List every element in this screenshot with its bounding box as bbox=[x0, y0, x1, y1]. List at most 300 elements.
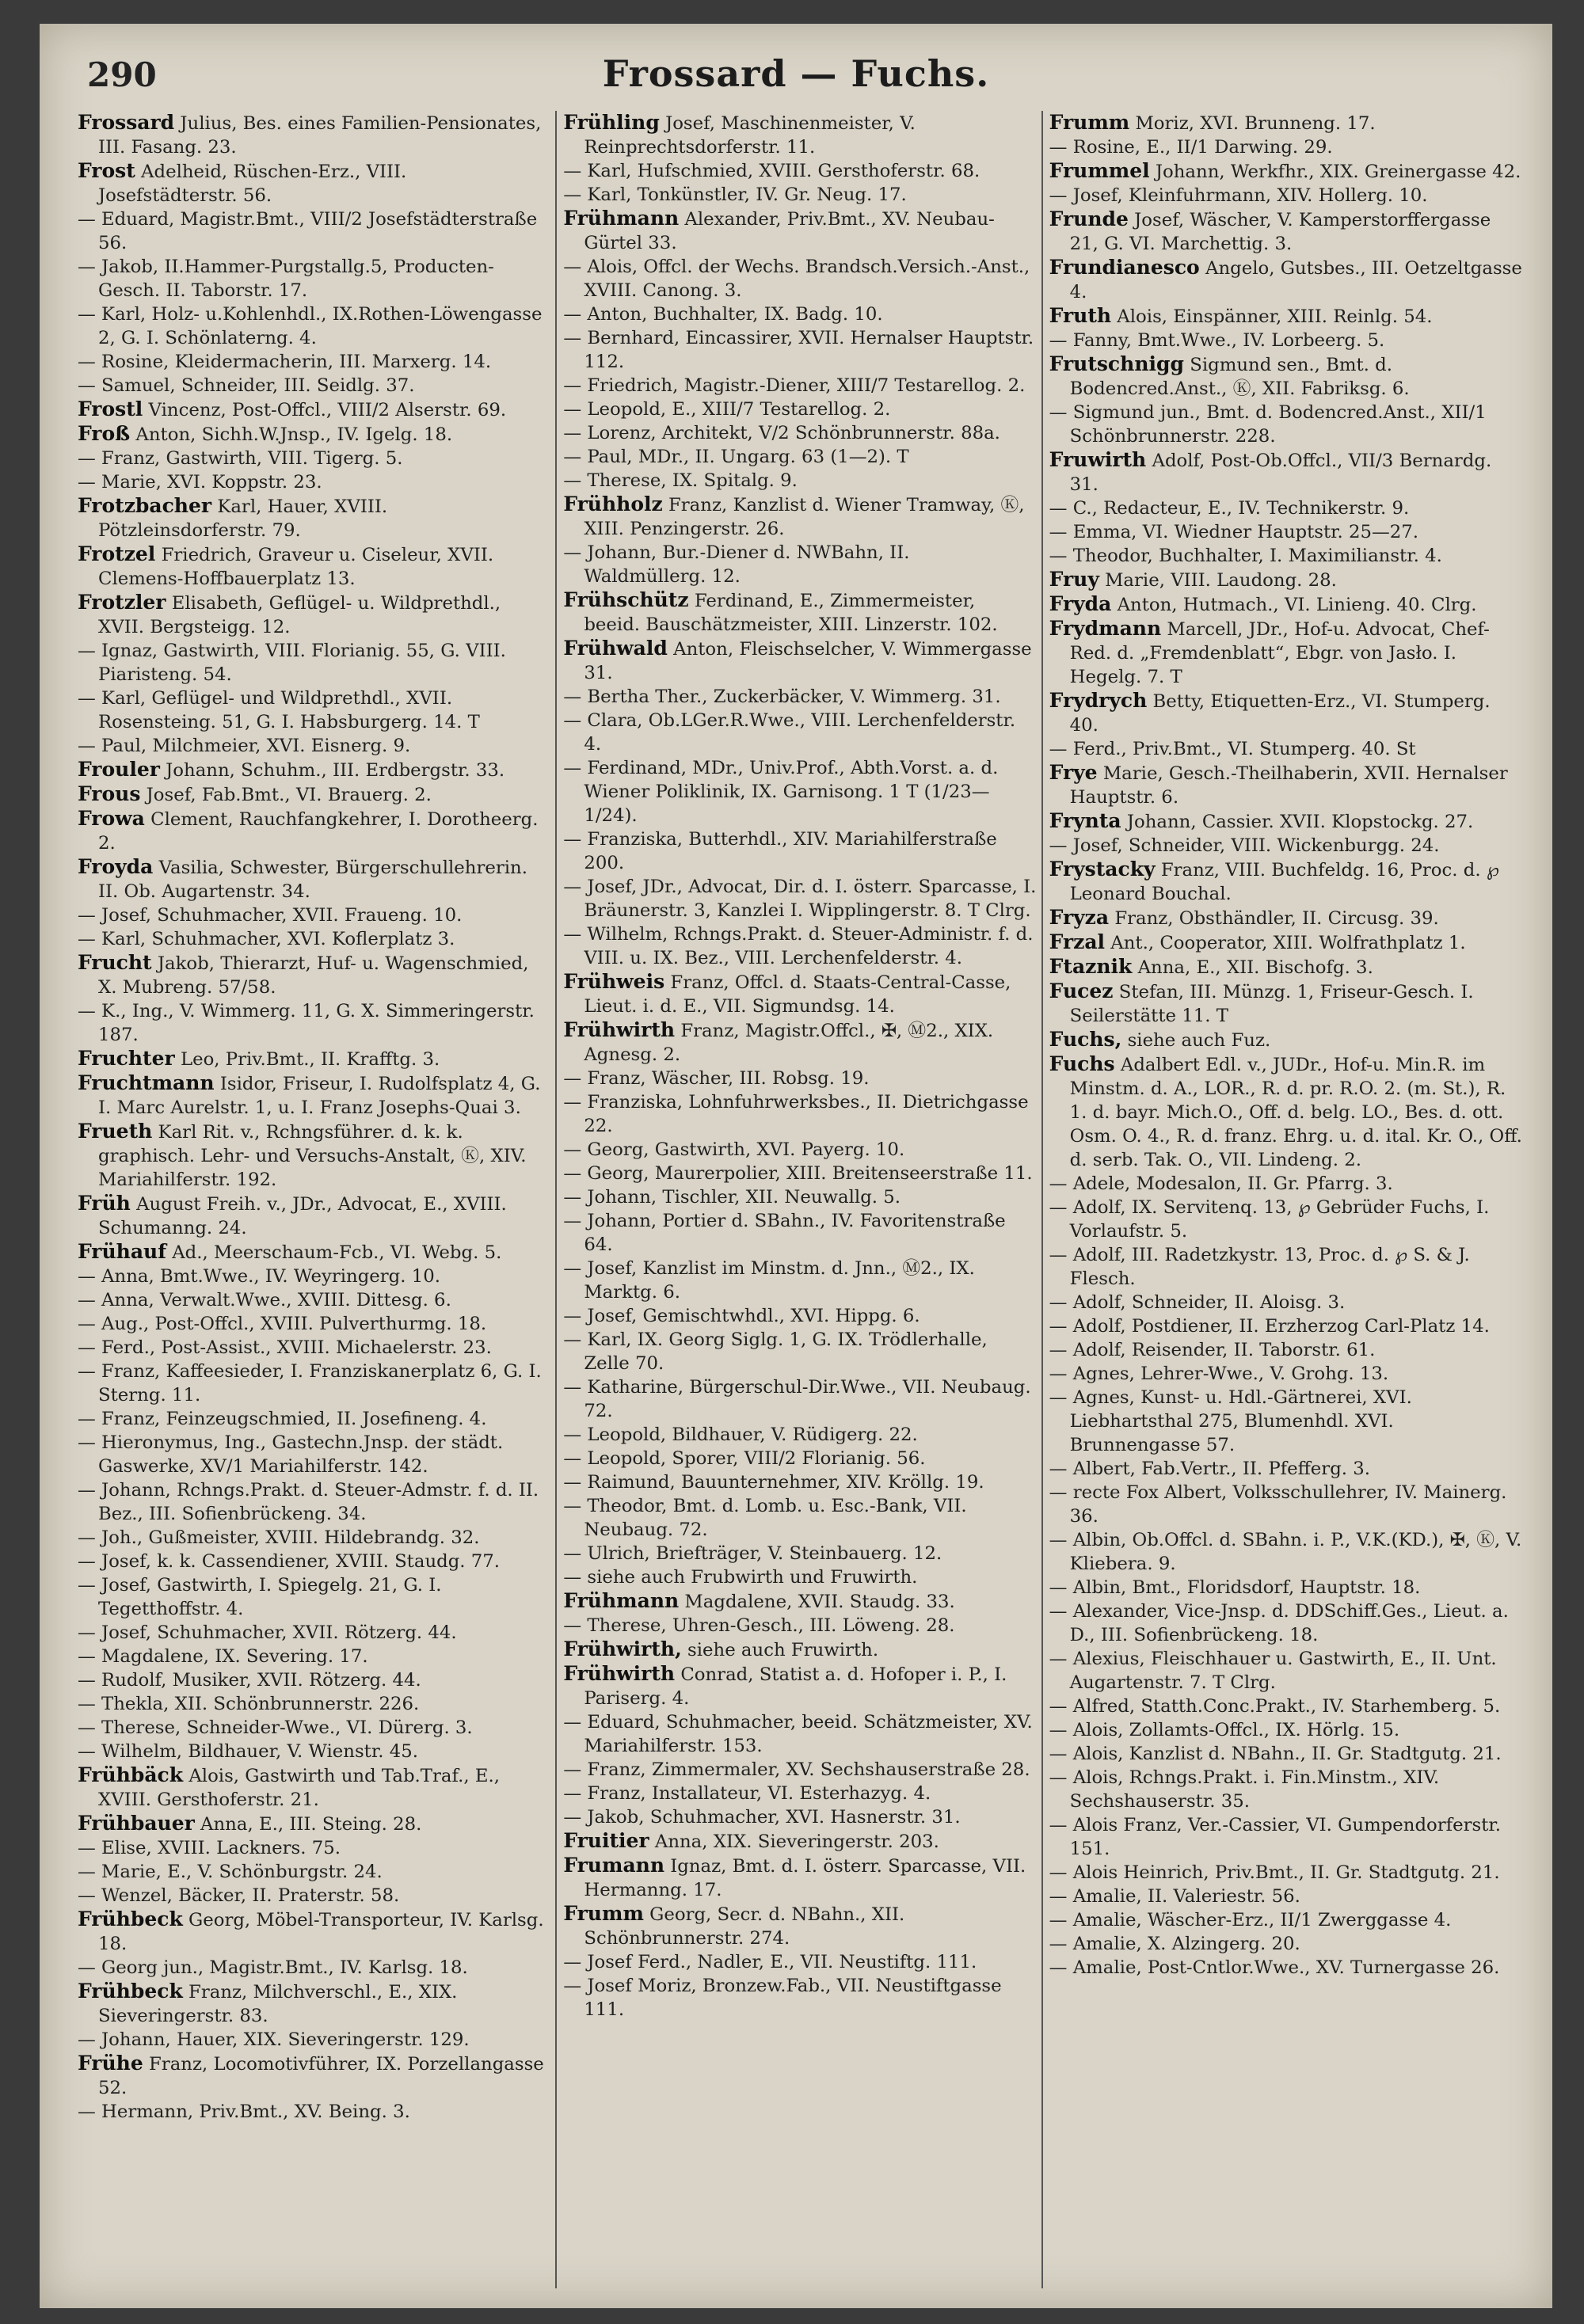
entry-details: — Rosine, E., II/1 Darwing. 29. bbox=[1049, 137, 1333, 158]
entry-details: Sigmund sen., Bmt. d. Bodencred.Anst., Ⓚ, XII. Fabriksg. 6. bbox=[1069, 355, 1410, 399]
entry-details: Vincenz, Post-Offcl., VIII/2 Alserstr. 69. bbox=[148, 400, 507, 420]
directory-entry bbox=[563, 756, 1036, 827]
entry-details: Conrad, Statist a. d. Hofoper i. P., I. Pariserg. 4. bbox=[584, 1664, 1007, 1709]
directory-entry bbox=[78, 591, 550, 639]
entry-details: — Emma, VI. Wiedner Hauptstr. 25—27. bbox=[1049, 522, 1419, 542]
entry-surname: Frumann bbox=[563, 1854, 664, 1877]
entry-surname: Frotzbacher bbox=[78, 494, 212, 517]
entry-details: — Franz, Feinzeugschmied, II. Josefineng. 4. bbox=[78, 1409, 487, 1429]
directory-entry bbox=[78, 470, 550, 494]
directory-entry bbox=[78, 1716, 550, 1740]
directory-entry bbox=[78, 1740, 550, 1763]
entry-surname: Frunde bbox=[1049, 207, 1129, 230]
entry-details: Jakob, Thierarzt, Huf- u. Wagenschmied, X. Mubreng. 57/58. bbox=[98, 953, 529, 998]
entry-details: — Rudolf, Musiker, XVII. Rötzerg. 44. bbox=[78, 1670, 421, 1691]
entry-details: — Adolf, Postdiener, II. Erzherzog Carl-Platz 14. bbox=[1049, 1316, 1490, 1337]
directory-entry bbox=[563, 588, 1036, 637]
entry-surname: Fruchter bbox=[78, 1047, 175, 1070]
directory-entry bbox=[1049, 304, 1522, 329]
directory-entry bbox=[78, 397, 550, 422]
directory-entry bbox=[563, 397, 1036, 421]
directory-entry bbox=[1049, 544, 1522, 568]
directory-entry bbox=[78, 1071, 550, 1120]
directory-entry bbox=[78, 1836, 550, 1860]
entry-details: Friedrich, Graveur u. Ciseleur, XVII. Clemens-Hoffbauerplatz 13. bbox=[98, 545, 494, 589]
directory-entry bbox=[563, 1328, 1036, 1375]
directory-entry bbox=[78, 1692, 550, 1716]
directory-entry bbox=[1049, 1338, 1522, 1362]
entry-details: Anna, E., III. Steing. 28. bbox=[200, 1814, 422, 1835]
directory-entry bbox=[1049, 834, 1522, 858]
entry-details: — Elise, XVIII. Lackners. 75. bbox=[78, 1838, 341, 1858]
entry-surname: Frynta bbox=[1049, 809, 1121, 832]
entry-surname: Frye bbox=[1049, 761, 1098, 784]
entry-details: — Karl, Hufschmied, XVIII. Gersthoferstr. 68. bbox=[563, 161, 980, 181]
directory-entry bbox=[563, 183, 1036, 207]
entry-details: Anton, Fleischselcher, V. Wimmergasse 31. bbox=[584, 639, 1032, 683]
directory-entry bbox=[1049, 1599, 1522, 1647]
directory-entry bbox=[563, 1375, 1036, 1423]
entry-details: Stefan, III. Münzg. 1, Friseur-Gesch. I. Seilerstätte 11. T bbox=[1069, 982, 1474, 1026]
entry-details: Marie, Gesch.-Theilhaberin, XVII. Hernalser Hauptstr. 6. bbox=[1069, 763, 1508, 808]
entry-details: Anton, Sichh.W.Jnsp., IV. Igelg. 18. bbox=[135, 424, 453, 445]
entry-details: — Alfred, Statth.Conc.Prakt., IV. Starhemberg. 5. bbox=[1049, 1696, 1501, 1717]
directory-entry bbox=[78, 350, 550, 374]
entry-details: — Bernhard, Eincassirer, XVII. Hernalser Hauptstr. 112. bbox=[563, 328, 1034, 372]
entry-details: — Raimund, Bauunternehmer, XIV. Kröllg. 19. bbox=[563, 1472, 984, 1493]
entry-details: Johann, Werkfhr., XIX. Greinergasse 42. bbox=[1155, 162, 1521, 182]
entry-details: Franz, VIII. Buchfeldg. 16, Proc. d. ℘ Leonard Bouchal. bbox=[1069, 860, 1499, 904]
directory-entry bbox=[78, 782, 550, 807]
entry-surname: Frühbäck bbox=[78, 1763, 184, 1786]
entry-details: — Magdalene, IX. Severing. 17. bbox=[78, 1646, 368, 1667]
directory-entry bbox=[563, 1185, 1036, 1209]
entry-details: — Clara, Ob.LGer.R.Wwe., VIII. Lerchenfelderstr. 4. bbox=[563, 710, 1016, 755]
entry-details: — C., Redacteur, E., IV. Technikerstr. 9. bbox=[1049, 498, 1410, 519]
entry-details: Anna, E., XII. Bischofg. 3. bbox=[1137, 957, 1373, 978]
entry-surname: Frühwirth bbox=[563, 1662, 676, 1685]
entry-details: August Freih. v., JDr., Advocat, E., XVIII. Schumanng. 24. bbox=[98, 1194, 507, 1238]
directory-entry bbox=[78, 447, 550, 470]
entry-details: — Eduard, Magistr.Bmt., VIII/2 Josefstädterstraße 56. bbox=[78, 209, 538, 253]
entry-details: — Alois Franz, Ver.-Cassier, VI. Gumpendorferstr. 151. bbox=[1049, 1815, 1501, 1859]
directory-entry bbox=[78, 734, 550, 758]
entry-details: Josef, Wäscher, V. Kamperstorffergasse 21, G. VI. Marchettig. 3. bbox=[1069, 210, 1491, 254]
entry-details: — Aug., Post-Offcl., XVIII. Pulverthurmg. 18. bbox=[78, 1314, 487, 1334]
entry-details: — Karl, Tonkünstler, IV. Gr. Neug. 17. bbox=[563, 184, 907, 205]
directory-entry bbox=[78, 2028, 550, 2052]
entry-details: — Katharine, Bürgerschul-Dir.Wwe., VII. Neubaug. 72. bbox=[563, 1377, 1031, 1421]
entry-details: — Hermann, Priv.Bmt., XV. Being. 3. bbox=[78, 2101, 410, 2122]
entry-surname: Frzal bbox=[1049, 930, 1106, 953]
entry-details: — Josef, Kleinfuhrmann, XIV. Hollerg. 10. bbox=[1049, 185, 1428, 206]
entry-details: — Paul, Milchmeier, XVI. Eisnerg. 9. bbox=[78, 736, 411, 756]
entry-details: — Bertha Ther., Zuckerbäcker, V. Wimmerg. 31. bbox=[563, 687, 1001, 707]
directory-entry bbox=[563, 374, 1036, 397]
entry-details: — Fanny, Bmt.Wwe., IV. Lorbeerg. 5. bbox=[1049, 330, 1385, 351]
entry-surname: Frühling bbox=[563, 111, 660, 134]
entry-details: — Rosine, Kleidermacherin, III. Marxerg. 14. bbox=[78, 352, 492, 372]
directory-entry bbox=[78, 1860, 550, 1884]
entry-details: Franz, Magistr.Offcl., ✠, Ⓜ2., XIX. Agnesg. 2. bbox=[584, 1021, 994, 1065]
entry-details: — Johann, Portier d. SBahn., IV. Favoritenstraße 64. bbox=[563, 1211, 1006, 1255]
directory-entry bbox=[563, 1829, 1036, 1854]
entry-details: Georg, Secr. d. NBahn., XII. Schönbrunnerstr. 274. bbox=[584, 1904, 905, 1949]
directory-entry bbox=[78, 1431, 550, 1478]
directory-entry bbox=[1049, 809, 1522, 834]
directory-entry bbox=[1049, 1576, 1522, 1599]
entry-details: — Franz, Gastwirth, VIII. Tigerg. 5. bbox=[78, 448, 403, 469]
entry-details: — Josef, k. k. Cassendiener, XVIII. Staudg. 77. bbox=[78, 1551, 501, 1572]
entry-details: Franz, Kanzlist d. Wiener Tramway, Ⓚ, XIII. Penzingerstr. 26. bbox=[584, 495, 1025, 539]
entry-details: — Josef, Gastwirth, I. Spiegelg. 21, G. I. Tegetthoffstr. 4. bbox=[78, 1575, 442, 1619]
entry-surname: Frumm bbox=[563, 1902, 644, 1925]
entry-details: — Sigmund jun., Bmt. d. Bodencred.Anst., XII/1 Schönbrunnerstr. 228. bbox=[1049, 402, 1487, 447]
entry-surname: Frostl bbox=[78, 397, 143, 420]
entry-details: — Amalie, II. Valeriestr. 56. bbox=[1049, 1886, 1300, 1907]
entry-details: Marcell, JDr., Hof-u. Advocat, Chef-Red. d. „Fremdenblatt“, Ebgr. von Jasło. I. Hegelg. 7. T bbox=[1069, 619, 1490, 687]
directory-entry bbox=[1049, 1481, 1522, 1528]
entry-details: — Marie, E., V. Schönburgstr. 24. bbox=[78, 1862, 383, 1882]
directory-entry bbox=[78, 111, 550, 159]
directory-entry bbox=[78, 422, 550, 447]
directory-entry bbox=[1049, 352, 1522, 401]
directory-entry bbox=[1049, 568, 1522, 592]
entry-details: — Eduard, Schuhmacher, beeid. Schätzmeister, XV. Mariahilferstr. 153. bbox=[563, 1712, 1033, 1756]
entry-details: — Thekla, XII. Schönbrunnerstr. 226. bbox=[78, 1694, 420, 1714]
entry-details: Julius, Bes. eines Familien-Pensionates, III. Fasang. 23. bbox=[98, 113, 542, 158]
directory-entry bbox=[78, 1763, 550, 1812]
entry-details: Karl Rit. v., Rchngsführer. d. k. k. graphisch. Lehr- und Versuchs-Anstalt, Ⓚ, XIV. Mariahilferstr. 192. bbox=[98, 1122, 527, 1190]
entry-details: — Adolf, Reisender, II. Taborstr. 61. bbox=[1049, 1340, 1376, 1360]
directory-entry bbox=[563, 111, 1036, 159]
directory-entry bbox=[78, 207, 550, 255]
directory-entry bbox=[1049, 906, 1522, 930]
directory-entry bbox=[1049, 184, 1522, 207]
entry-details: — Amalie, Wäscher-Erz., II/1 Zwerggasse 4. bbox=[1049, 1910, 1452, 1930]
directory-entry bbox=[563, 1090, 1036, 1138]
entry-details: Anna, XIX. Sieveringerstr. 203. bbox=[654, 1831, 939, 1852]
entry-details: — Amalie, X. Alzingerg. 20. bbox=[1049, 1934, 1300, 1954]
directory-entry bbox=[1049, 1813, 1522, 1861]
entry-details: Marie, VIII. Laudong. 28. bbox=[1105, 570, 1337, 591]
directory-entry bbox=[563, 1304, 1036, 1328]
directory-entry bbox=[78, 1956, 550, 1980]
directory-entry bbox=[78, 1407, 550, 1431]
directory-entry bbox=[563, 1209, 1036, 1257]
directory-entry bbox=[1049, 1742, 1522, 1766]
entry-surname: Frühwald bbox=[563, 637, 668, 660]
directory-entry bbox=[1049, 1457, 1522, 1481]
entry-details: Betty, Etiquetten-Erz., VI. Stumperg. 40. bbox=[1069, 691, 1491, 736]
directory-entry bbox=[563, 970, 1036, 1018]
directory-entry bbox=[78, 639, 550, 687]
directory-entry bbox=[563, 637, 1036, 685]
entry-details: — Albert, Fab.Vertr., II. Pfefferg. 3. bbox=[1049, 1459, 1371, 1479]
entry-details: — Therese, Schneider-Wwe., VI. Dürerg. 3. bbox=[78, 1717, 473, 1738]
entry-details: — Josef, Schuhmacher, XVII. Rötzerg. 44. bbox=[78, 1622, 457, 1643]
entry-surname: Frühweis bbox=[563, 970, 665, 993]
directory-entry bbox=[78, 1312, 550, 1336]
entry-details: — siehe auch Frubwirth und Fruwirth. bbox=[563, 1567, 918, 1588]
entry-details: — Josef, Schneider, VIII. Wickenburgg. 24. bbox=[1049, 835, 1440, 856]
entry-details: — Hieronymus, Ing., Gastechn.Jnsp. der städt. Gaswerke, XV/1 Mariahilferstr. 142. bbox=[78, 1432, 504, 1477]
entry-details: — Agnes, Kunst- u. Hdl.-Gärtnerei, XVI. Liebhartsthal 275, Blumenhdl. XVI. Brunnengasse 57. bbox=[1049, 1387, 1412, 1455]
directory-entry bbox=[563, 469, 1036, 493]
entry-details: — Lorenz, Architekt, V/2 Schönbrunnerstr. 88a. bbox=[563, 423, 1000, 443]
entry-surname: Frühbauer bbox=[78, 1812, 195, 1835]
entry-details: — Joh., Gußmeister, XVIII. Hildebrandg. 32. bbox=[78, 1527, 480, 1548]
entry-details: — Wilhelm, Bildhauer, V. Wienstr. 45. bbox=[78, 1741, 418, 1762]
entry-details: Ad., Meerschaum-Fcb., VI. Webg. 5. bbox=[172, 1242, 502, 1263]
directory-entry bbox=[563, 1494, 1036, 1542]
entry-surname: Frühmann bbox=[563, 1589, 680, 1612]
directory-entry bbox=[78, 1980, 550, 2028]
directory-entry bbox=[563, 1257, 1036, 1304]
entry-surname: Fruwirth bbox=[1049, 448, 1147, 471]
entry-details: Isidor, Friseur, I. Rudolfsplatz 4, G. I. Marc Aurelstr. 1, u. I. Franz Josephs-Quai 3. bbox=[98, 1074, 541, 1118]
entry-details: — Leopold, Sporer, VIII/2 Florianig. 56. bbox=[563, 1448, 926, 1469]
directory-entry bbox=[563, 207, 1036, 255]
directory-entry bbox=[563, 1542, 1036, 1565]
entry-surname: Frühe bbox=[78, 2052, 143, 2075]
directory-entry bbox=[563, 159, 1036, 183]
entry-details: — Wilhelm, Rchngs.Prakt. d. Steuer-Administr. f. d. VIII. u. IX. Bez., VIII. Lerchenfelderstr. 4. bbox=[563, 924, 1034, 968]
directory-entry bbox=[563, 1614, 1036, 1637]
entry-details: — Karl, Schuhmacher, XVI. Koflerplatz 3. bbox=[78, 929, 455, 949]
directory-entry bbox=[78, 807, 550, 855]
entry-details: — Therese, IX. Spitalg. 9. bbox=[563, 470, 798, 491]
page-number: 290 bbox=[87, 55, 157, 94]
entry-details: — Amalie, Post-Cntlor.Wwe., XV. Turnergasse 26. bbox=[1049, 1957, 1500, 1978]
directory-entry bbox=[78, 1573, 550, 1621]
directory-entry bbox=[78, 542, 550, 591]
directory-entry bbox=[78, 1240, 550, 1265]
entry-details: — Alexander, Vice-Jnsp. d. DDSchiff.Ges., Lieut. a. D., III. Sofienbrückeng. 18. bbox=[1049, 1601, 1509, 1645]
entry-details: — Franziska, Butterhdl., XIV. Mariahilferstraße 200. bbox=[563, 829, 997, 873]
directory-entry bbox=[78, 1265, 550, 1288]
entry-surname: Frühwirth, bbox=[563, 1637, 682, 1660]
entry-details: Josef, Maschinenmeister, V. Reinprechtsdorferstr. 11. bbox=[584, 113, 916, 158]
entry-details: — Johann, Bur.-Diener d. NWBahn, II. Waldmüllerg. 12. bbox=[563, 542, 910, 587]
directory-entry bbox=[1049, 1766, 1522, 1813]
entry-details: — K., Ing., V. Wimmerg. 11, G. X. Simmeringerstr. 187. bbox=[78, 1001, 535, 1045]
directory-entry bbox=[1049, 1861, 1522, 1885]
directory-entry bbox=[1049, 1718, 1522, 1742]
entry-details: — Adolf, III. Radetzkystr. 13, Proc. d. ℘ S. & J. Flesch. bbox=[1049, 1245, 1470, 1289]
column-right bbox=[1049, 111, 1527, 2288]
directory-entry bbox=[1049, 1908, 1522, 1932]
entry-details: — Johann, Rchngs.Prakt. d. Steuer-Admstr. f. d. II. Bez., III. Sofienbrückeng. 34. bbox=[78, 1480, 539, 1524]
entry-surname: Frundianesco bbox=[1049, 256, 1200, 279]
directory-entry bbox=[563, 1805, 1036, 1829]
entry-details: Angelo, Gutsbes., III. Oetzeltgasse 4. bbox=[1069, 258, 1522, 302]
column-left bbox=[78, 111, 557, 2288]
directory-entry bbox=[1049, 111, 1522, 135]
entry-details: — Franz, Zimmermaler, XV. Sechshauserstraße 28. bbox=[563, 1759, 1030, 1780]
directory-entry bbox=[1049, 858, 1522, 906]
directory-entry bbox=[563, 1423, 1036, 1447]
entry-details: — Anna, Bmt.Wwe., IV. Weyringerg. 10. bbox=[78, 1266, 441, 1287]
directory-entry bbox=[78, 2052, 550, 2100]
entry-details: — Josef Moriz, Bronzew.Fab., VII. Neustiftgasse 111. bbox=[563, 1976, 1002, 2020]
entry-details: — Albin, Ob.Offcl. d. SBahn. i. P., V.K.(KD.), ✠, Ⓚ, V. Kliebera. 9. bbox=[1049, 1530, 1522, 1574]
directory-entry bbox=[1049, 401, 1522, 448]
entry-details: Adelheid, Rüschen-Erz., VIII. Josefstädterstr. 56. bbox=[98, 162, 407, 206]
directory-entry bbox=[78, 903, 550, 927]
entry-details: — Agnes, Lehrer-Wwe., V. Grohg. 13. bbox=[1049, 1364, 1389, 1384]
entry-details: — Alois, Offcl. der Wechs. Brandsch.Versich.-Anst., XVIII. Canong. 3. bbox=[563, 257, 1030, 301]
entry-details: Clement, Rauchfangkehrer, I. Dorotheerg. 2. bbox=[98, 809, 539, 854]
directory-entry bbox=[1049, 1695, 1522, 1718]
directory-entry bbox=[1049, 1956, 1522, 1980]
entry-details: Adolf, Post-Ob.Offcl., VII/3 Bernardg. 31. bbox=[1069, 451, 1492, 495]
directory-entry bbox=[1049, 1291, 1522, 1314]
directory-entry bbox=[1049, 979, 1522, 1028]
entry-details: — Alois Heinrich, Priv.Bmt., II. Gr. Stadtgutg. 21. bbox=[1049, 1862, 1500, 1883]
directory-entry bbox=[78, 1288, 550, 1312]
entry-details: Johann, Cassier. XVII. Klopstockg. 27. bbox=[1126, 812, 1474, 832]
entry-details: Georg, Möbel-Transporteur, IV. Karlsg. 18. bbox=[98, 1910, 544, 1954]
entry-details: Ferdinand, E., Zimmermeister, beeid. Bauschätzmeister, XIII. Linzerstr. 102. bbox=[584, 591, 998, 635]
entry-surname: Frystacky bbox=[1049, 858, 1156, 881]
entry-details: — Adolf, IX. Servitenq. 13, ℘ Gebrüder Fuchs, I. Vorlaufstr. 5. bbox=[1049, 1197, 1490, 1242]
directory-entry bbox=[563, 255, 1036, 302]
entry-surname: Frydmann bbox=[1049, 617, 1162, 640]
directory-entry bbox=[1049, 592, 1522, 617]
entry-details: — Franz, Kaffeesieder, I. Franziskanerplatz 6, G. I. Sterng. 11. bbox=[78, 1361, 542, 1405]
directory-entry bbox=[78, 758, 550, 782]
entry-surname: Fruchtmann bbox=[78, 1071, 215, 1094]
directory-entry bbox=[78, 302, 550, 350]
entry-surname: Fryza bbox=[1049, 906, 1110, 929]
entry-surname: Frühauf bbox=[78, 1240, 166, 1263]
directory-entry bbox=[78, 927, 550, 951]
entry-surname: Froyda bbox=[78, 855, 154, 878]
directory-entry bbox=[563, 1470, 1036, 1494]
directory-page bbox=[40, 24, 1552, 2308]
directory-entry bbox=[78, 1192, 550, 1240]
directory-entry bbox=[78, 1478, 550, 1526]
directory-entry bbox=[78, 1621, 550, 1645]
entry-details: — Samuel, Schneider, III. Seidlg. 37. bbox=[78, 375, 415, 396]
directory-entry bbox=[1049, 207, 1522, 256]
entry-details: — Alois, Rchngs.Prakt. i. Fin.Minstm., XIV. Sechshauserstr. 35. bbox=[1049, 1767, 1440, 1812]
entry-details: — Ignaz, Gastwirth, VIII. Florianig. 55, G. VIII. Piaristeng. 54. bbox=[78, 641, 506, 685]
entry-details: — Leopold, E., XIII/7 Testarellog. 2. bbox=[563, 399, 891, 420]
entry-surname: Frotzler bbox=[78, 591, 166, 614]
directory-entry bbox=[78, 2100, 550, 2124]
entry-surname: Frotzel bbox=[78, 542, 156, 565]
directory-entry bbox=[1049, 1932, 1522, 1956]
entry-details: — Karl, IX. Georg Siglg. 1, G. IX. Trödlerhalle, Zelle 70. bbox=[563, 1329, 988, 1374]
entry-details: — Theodor, Bmt. d. Lomb. u. Esc.-Bank, VII. Neubaug. 72. bbox=[563, 1496, 967, 1540]
entry-details: — Wenzel, Bäcker, II. Praterstr. 58. bbox=[78, 1885, 400, 1906]
entry-details: Franz, Milchverschl., E., XIX. Sieveringerstr. 83. bbox=[98, 1982, 458, 2026]
directory-entry bbox=[1049, 159, 1522, 184]
directory-entry bbox=[1049, 1386, 1522, 1457]
entry-details: Josef, Fab.Bmt., VI. Brauerg. 2. bbox=[146, 785, 432, 805]
entry-details: Ant., Cooperator, XIII. Wolfrathplatz 1. bbox=[1110, 933, 1466, 953]
directory-entry bbox=[78, 255, 550, 302]
entry-details: — Josef, JDr., Advocat, Dir. d. I. österr. Sparcasse, I. Bräunerstr. 3, Kanzlei I. Wipplingerstr. 8. T Clrg. bbox=[563, 877, 1037, 921]
directory-entry bbox=[78, 951, 550, 999]
entry-surname: Frutschnigg bbox=[1049, 352, 1184, 375]
entry-surname: Frühschütz bbox=[563, 588, 689, 611]
directory-entry bbox=[563, 1447, 1036, 1470]
entry-details: — Paul, MDr., II. Ungarg. 63 (1—2). T bbox=[563, 447, 909, 467]
entry-details: — Adele, Modesalon, II. Gr. Pfarrg. 3. bbox=[1049, 1173, 1393, 1194]
directory-entry bbox=[78, 999, 550, 1047]
directory-entry bbox=[78, 1884, 550, 1908]
entry-surname: Frydrych bbox=[1049, 689, 1148, 712]
directory-entry bbox=[563, 302, 1036, 326]
entry-details: — Johann, Hauer, XIX. Sieveringerstr. 129. bbox=[78, 2029, 470, 2050]
directory-entry bbox=[78, 1047, 550, 1071]
entry-surname: Frühbeck bbox=[78, 1980, 183, 2003]
entry-surname: Frost bbox=[78, 159, 135, 182]
running-head: Frossard — Fuchs. bbox=[602, 52, 990, 95]
directory-columns bbox=[78, 111, 1527, 2288]
entry-details: Elisabeth, Geflügel- u. Wildprethdl., XVII. Bergsteigg. 12. bbox=[98, 593, 501, 637]
entry-details: — Ferd., Post-Assist., XVIII. Michaelerstr. 23. bbox=[78, 1337, 492, 1358]
entry-details: — Franz, Wäscher, III. Robsg. 19. bbox=[563, 1068, 870, 1089]
entry-details: Alois, Gastwirth und Tab.Traf., E., XVIII. Gersthoferstr. 21. bbox=[98, 1766, 500, 1810]
entry-details: — Alexius, Fleischhauer u. Gastwirth, E., II. Unt. Augartenstr. 7. T Clrg. bbox=[1049, 1649, 1497, 1693]
entry-surname: Ftaznik bbox=[1049, 955, 1133, 978]
entry-details: — Georg jun., Magistr.Bmt., IV. Karlsg. 18. bbox=[78, 1957, 468, 1978]
entry-details: — Theodor, Buchhalter, I. Maximilianstr. 4. bbox=[1049, 546, 1442, 566]
entry-surname: Fryda bbox=[1049, 592, 1112, 615]
entry-details: Johann, Schuhm., III. Erdbergstr. 33. bbox=[166, 760, 505, 781]
directory-entry bbox=[1049, 1196, 1522, 1243]
directory-entry bbox=[78, 687, 550, 734]
entry-surname: Frous bbox=[78, 782, 141, 805]
directory-entry bbox=[1049, 930, 1522, 955]
entry-details: Anton, Hutmach., VI. Linieng. 40. Clrg. bbox=[1117, 595, 1477, 615]
directory-entry bbox=[563, 1637, 1036, 1662]
directory-entry bbox=[78, 1908, 550, 1956]
directory-entry bbox=[78, 855, 550, 903]
entry-details: siehe auch Fuz. bbox=[1127, 1030, 1271, 1051]
directory-entry bbox=[78, 494, 550, 542]
entry-details: — Josef, Schuhmacher, XVII. Fraueng. 10. bbox=[78, 905, 463, 926]
entry-surname: Frumm bbox=[1049, 111, 1130, 134]
entry-details: — Josef, Gemischtwhdl., XVI. Hippg. 6. bbox=[563, 1306, 920, 1326]
entry-details: Franz, Obsthändler, II. Circusg. 39. bbox=[1114, 908, 1439, 929]
entry-details: — Georg, Gastwirth, XVI. Payerg. 10. bbox=[563, 1139, 905, 1160]
directory-entry bbox=[563, 1067, 1036, 1090]
directory-entry bbox=[78, 1526, 550, 1550]
directory-entry bbox=[563, 709, 1036, 756]
entry-surname: Früh bbox=[78, 1192, 131, 1215]
entry-details: — Josef, Kanzlist im Minstm. d. Jnn., Ⓜ2., IX. Marktg. 6. bbox=[563, 1258, 975, 1303]
entry-details: Vasilia, Schwester, Bürgerschullehrerin. II. Ob. Augartenstr. 34. bbox=[98, 858, 527, 902]
entry-details: — Jakob, II.Hammer-Purgstallg.5, Producten-Gesch. II. Taborstr. 17. bbox=[78, 257, 494, 301]
entry-details: — Ferd., Priv.Bmt., VI. Stumperg. 40. St bbox=[1049, 739, 1416, 759]
directory-entry bbox=[1049, 955, 1522, 979]
directory-entry bbox=[1049, 1885, 1522, 1908]
entry-surname: Frummel bbox=[1049, 159, 1150, 182]
directory-entry bbox=[78, 1336, 550, 1360]
directory-entry bbox=[563, 875, 1036, 922]
directory-entry bbox=[563, 1589, 1036, 1614]
directory-entry bbox=[1049, 761, 1522, 809]
entry-details: Franz, Locomotivführer, IX. Porzellangasse 52. bbox=[98, 2054, 544, 2098]
directory-entry bbox=[563, 1138, 1036, 1162]
entry-details: — Ulrich, Briefträger, V. Steinbauerg. 12. bbox=[563, 1543, 942, 1564]
directory-entry bbox=[563, 541, 1036, 588]
